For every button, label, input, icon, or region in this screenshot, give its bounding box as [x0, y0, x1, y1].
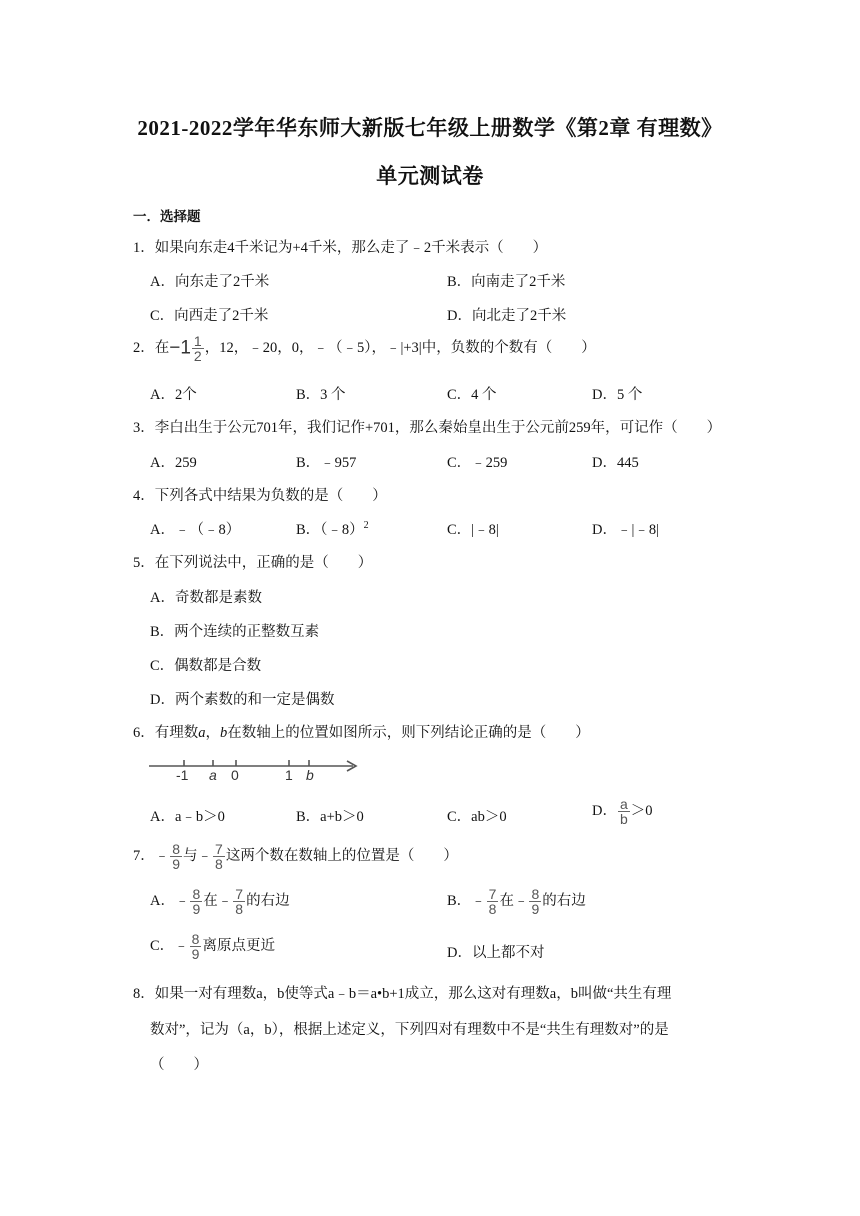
q6-var-a: a — [198, 725, 206, 741]
q7-c-f-d: 9 — [191, 946, 200, 962]
q7-a-mid: 在﹣ — [203, 892, 233, 909]
q3-option-a: A．259 — [150, 455, 197, 471]
q2-option-b: B．3 个 — [296, 387, 346, 403]
q7-b-f1-n: 7 — [488, 886, 497, 902]
q7-a-f1-d: 9 — [192, 901, 201, 917]
q6-option-a: A．a﹣b＞0 — [150, 809, 225, 825]
q4-option-b-exponent: 2 — [363, 520, 369, 532]
q7-b-mid: 在﹣ — [499, 892, 529, 909]
q7-c-pre: C．﹣ — [150, 937, 189, 954]
q7-stem — [133, 842, 458, 871]
q7-b-frac-2 — [529, 887, 541, 916]
q6-option-c: C．ab＞0 — [447, 809, 507, 825]
q2-frac-numerator: 1 — [193, 333, 202, 349]
q4-option-a: A．﹣（﹣8） — [150, 522, 241, 538]
q7-a-f1-n: 8 — [192, 886, 201, 902]
q1-option-b: B．向南走了2千米 — [447, 274, 566, 290]
q7-a-post: 的右边 — [246, 892, 290, 909]
q2-prefix: 2．在 — [133, 339, 170, 356]
q2-option-c: C．4 个 — [447, 387, 497, 403]
q5-option-b: B．两个连续的正整数互素 — [150, 624, 320, 640]
q7-a-f2-n: 7 — [235, 886, 244, 902]
q7-b-f2-d: 9 — [531, 901, 540, 917]
q7-c-frac — [190, 932, 202, 961]
q7-option-d: D．以上都不对 — [447, 945, 545, 961]
q5-option-c: C．偶数都是合数 — [150, 658, 262, 674]
q7-f1-numerator: 8 — [172, 841, 181, 857]
q7-suffix: 这两个数在数轴上的位置是（ ） — [225, 847, 458, 864]
q7-c-f-n: 8 — [191, 931, 200, 947]
q4-option-b-base: B．（﹣8） — [296, 522, 364, 538]
section-heading: 一．选择题 — [133, 209, 201, 224]
doc-title-line2: 单元测试卷 — [376, 164, 484, 188]
q6-sep: ， — [205, 725, 220, 741]
q7-mid: 与﹣ — [183, 847, 213, 864]
q6-option-d-suffix: ＞0 — [630, 802, 653, 819]
q2-mixed-whole: −1 — [169, 337, 191, 359]
q3-option-b: B．﹣957 — [296, 455, 357, 471]
q4-option-c: C．|﹣8| — [447, 522, 499, 538]
q2-mixed-fraction — [192, 334, 204, 363]
q8-line1: 8．如果一对有理数a，b使等式a﹣b＝a•b+1成立，那么这对有理数a，b叫做“共生有理 — [133, 986, 672, 1002]
q6-stem-pre: 6．有理数 — [133, 725, 199, 741]
q2-stem — [133, 334, 596, 363]
q7-b-post: 的右边 — [542, 892, 586, 909]
q2-option-a: A．2个 — [150, 387, 197, 403]
q7-option-c — [150, 932, 275, 961]
q7-b-frac-1 — [487, 887, 499, 916]
q6-option-d-prefix: D． — [592, 802, 617, 819]
q7-a-frac-2 — [233, 887, 245, 916]
label-a: a — [209, 767, 217, 782]
q4-stem: 4．下列各式中结果为负数的是（ ） — [133, 488, 387, 504]
q3-stem: 3．李白出生于公元701年，我们记作+701，那么秦始皇出生于公元前259年，可记作（ ） — [133, 420, 722, 436]
q7-f2-denominator: 8 — [215, 856, 223, 872]
q7-a-f2-d: 8 — [235, 901, 244, 917]
q6-number-line — [148, 746, 363, 782]
q6-stem — [133, 721, 590, 742]
doc-title-line1: 2021-2022学年华东师大新版七年级上册数学《第2章 有理数》 — [137, 116, 723, 140]
label-b: b — [306, 767, 314, 782]
q2-option-d: D．5 个 — [592, 387, 643, 403]
q7-f2-numerator: 7 — [215, 841, 223, 857]
q4-option-b — [296, 518, 369, 539]
q7-option-a — [150, 887, 290, 916]
q7-minus: ﹣ — [154, 847, 170, 864]
q6-stem-post: 在数轴上的位置如图所示，则下列结论正确的是（ ） — [227, 725, 590, 741]
q8-line2: 数对”，记为（a，b），根据上述定义，下列四对有理数中不是“共生有理数对”的是 — [150, 1022, 669, 1038]
q7-option-b — [447, 887, 586, 916]
q6-option-d — [592, 797, 653, 826]
q7-f1-denominator: 9 — [172, 856, 181, 872]
q6-option-d-fraction — [618, 797, 630, 826]
label-1: 1 — [285, 767, 293, 782]
q6-option-b: B．a+b＞0 — [296, 809, 364, 825]
q7-b-f1-d: 8 — [488, 901, 497, 917]
q7-number: 7． — [133, 847, 155, 864]
q1-stem: 1．如果向东走4千米记为+4千米，那么走了﹣2千米表示（ ） — [133, 240, 548, 256]
q1-option-a: A．向东走了2千米 — [150, 274, 270, 290]
q5-option-a: A．奇数都是素数 — [150, 590, 262, 606]
q7-b-pre: B．﹣ — [447, 892, 486, 909]
label-0: 0 — [231, 767, 239, 782]
q5-option-d: D．两个素数的和一定是偶数 — [150, 692, 335, 708]
q3-option-d: D．445 — [592, 455, 639, 471]
label-neg1: -1 — [176, 767, 189, 782]
q7-c-post: 离原点更近 — [202, 937, 275, 954]
q7-fraction-1 — [170, 842, 182, 871]
q7-b-f2-n: 8 — [531, 886, 540, 902]
q7-a-frac-1 — [190, 887, 202, 916]
q8-line3: （ ） — [150, 1057, 208, 1073]
q6-frac-numerator: a — [619, 796, 628, 812]
q6-var-b: b — [220, 725, 228, 741]
q7-fraction-2 — [213, 842, 225, 871]
q3-option-c: C．﹣259 — [447, 455, 508, 471]
q6-frac-denominator: b — [619, 811, 628, 827]
q4-option-d: D．﹣|﹣8| — [592, 522, 660, 538]
q1-option-d: D．向北走了2千米 — [447, 308, 567, 324]
q2-frac-denominator: 2 — [193, 348, 202, 364]
q7-a-pre: A．﹣ — [150, 892, 190, 909]
q1-option-c: C．向西走了2千米 — [150, 308, 269, 324]
q2-suffix: ，12，﹣20，0，﹣（﹣5），﹣|+3|中，负数的个数有（ ） — [204, 339, 596, 356]
q5-stem: 5．在下列说法中，正确的是（ ） — [133, 555, 373, 571]
